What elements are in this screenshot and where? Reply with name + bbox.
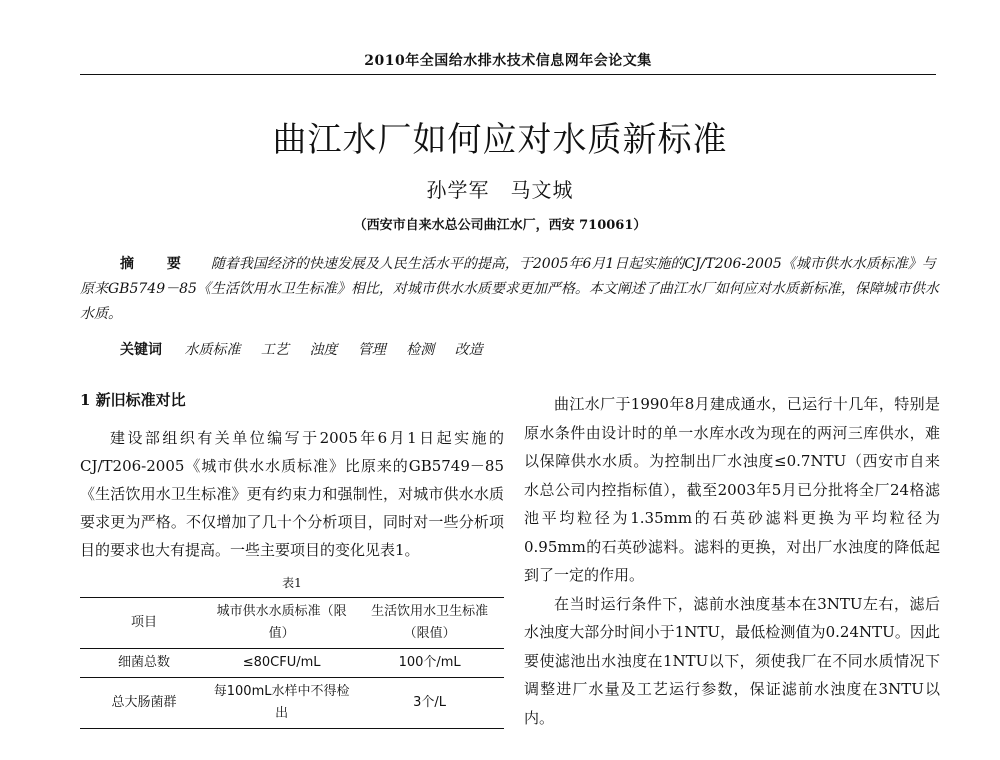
table-cell: 100个/mL bbox=[398, 655, 461, 670]
keywords bbox=[80, 339, 940, 361]
table-row bbox=[80, 649, 504, 678]
table-header-cell: 生活饮用水卫生标准（限值） bbox=[371, 604, 489, 641]
table-cell: 每100mL水样中不得检出 bbox=[213, 684, 350, 721]
table-header-row bbox=[80, 598, 504, 649]
table-cell: 3个/L bbox=[413, 695, 447, 710]
running-title: 2010年全国给水排水技术信息网年会论文集 bbox=[364, 53, 652, 69]
comparison-table bbox=[80, 597, 504, 729]
body-paragraph: 曲江水厂于1990年8月建成通水，已运行十几年，特别是原水条件由设计时的单一水库水改为现在的两河三库供水，难以保障供水水质。为控制出厂水浊度≤0.7NTU（西安市自来水总公司内控指标值），截至2003年5月已分批将全厂24格滤池平均粒径为1.35mm的石英砂滤料更换为平均粒径为0.95mm的石英砂滤料。滤料的更换，对出厂水浊度的降低起到了一定的作用。 bbox=[524, 395, 940, 584]
table-header-cell: 城市供水水质标准（限值） bbox=[216, 604, 347, 641]
left-column bbox=[80, 390, 504, 729]
keyword: 浊度 bbox=[309, 342, 338, 358]
keyword: 管理 bbox=[357, 342, 386, 358]
keyword: 工艺 bbox=[260, 342, 289, 358]
keyword: 改造 bbox=[454, 342, 483, 358]
paper-title: 曲江水厂如何应对水质新标准 bbox=[272, 120, 728, 160]
affiliation: （西安市自来水总公司曲江水厂，西安 710061） bbox=[353, 218, 647, 233]
body-paragraph: 建设部组织有关单位编写于2005年6月1日起实施的CJ/T206-2005《城市供水水质标准》比原来的GB5749－85《生活饮用水卫生标准》更有约束力和强制性，对城市供水水质要求更为严格。不仅增加了几十个分析项目，同时对一些分析项目的要求也大有提高。一些主要项目的变化见表1。 bbox=[80, 429, 504, 559]
header-rule bbox=[80, 74, 936, 75]
abstract bbox=[80, 252, 940, 327]
keyword: 检测 bbox=[406, 342, 435, 358]
abstract-text: 随着我国经济的快速发展及人民生活水平的提高，于2005年6月1日起实施的CJ/T206-2005《城市供水水质标准》与原来GB5749－85《生活饮用水卫生标准》相比，对城市供水水质要求更加严格。本文阐述了曲江水厂如何应对水质新标准，保障城市供水水质。 bbox=[80, 256, 939, 322]
keyword: 水质标准 bbox=[184, 342, 241, 358]
authors: 孙学军 马文城 bbox=[426, 178, 574, 202]
table-cell: ≤80CFU/mL bbox=[242, 655, 321, 670]
table-header-cell: 项目 bbox=[130, 615, 157, 630]
body-paragraph: 在当时运行条件下，滤前水浊度基本在3NTU左右，滤后水浊度大部分时间小于1NTU，最低检测值为0.24NTU。因此要使滤池出水浊度在1NTU以下，须使我厂在不同水质情况下调整进厂水量及工艺运行参数，保证滤前水浊度在3NTU以内。 bbox=[524, 594, 940, 727]
section-heading: 1 新旧标准对比 bbox=[80, 391, 186, 409]
right-column bbox=[524, 390, 940, 732]
table-row bbox=[80, 678, 504, 729]
table-caption: 表1 bbox=[282, 576, 302, 590]
table-cell: 总大肠菌群 bbox=[111, 695, 177, 710]
keywords-label: 关键词 bbox=[120, 342, 162, 358]
table-cell: 细菌总数 bbox=[117, 655, 170, 670]
abstract-label: 摘 要 bbox=[120, 256, 195, 272]
